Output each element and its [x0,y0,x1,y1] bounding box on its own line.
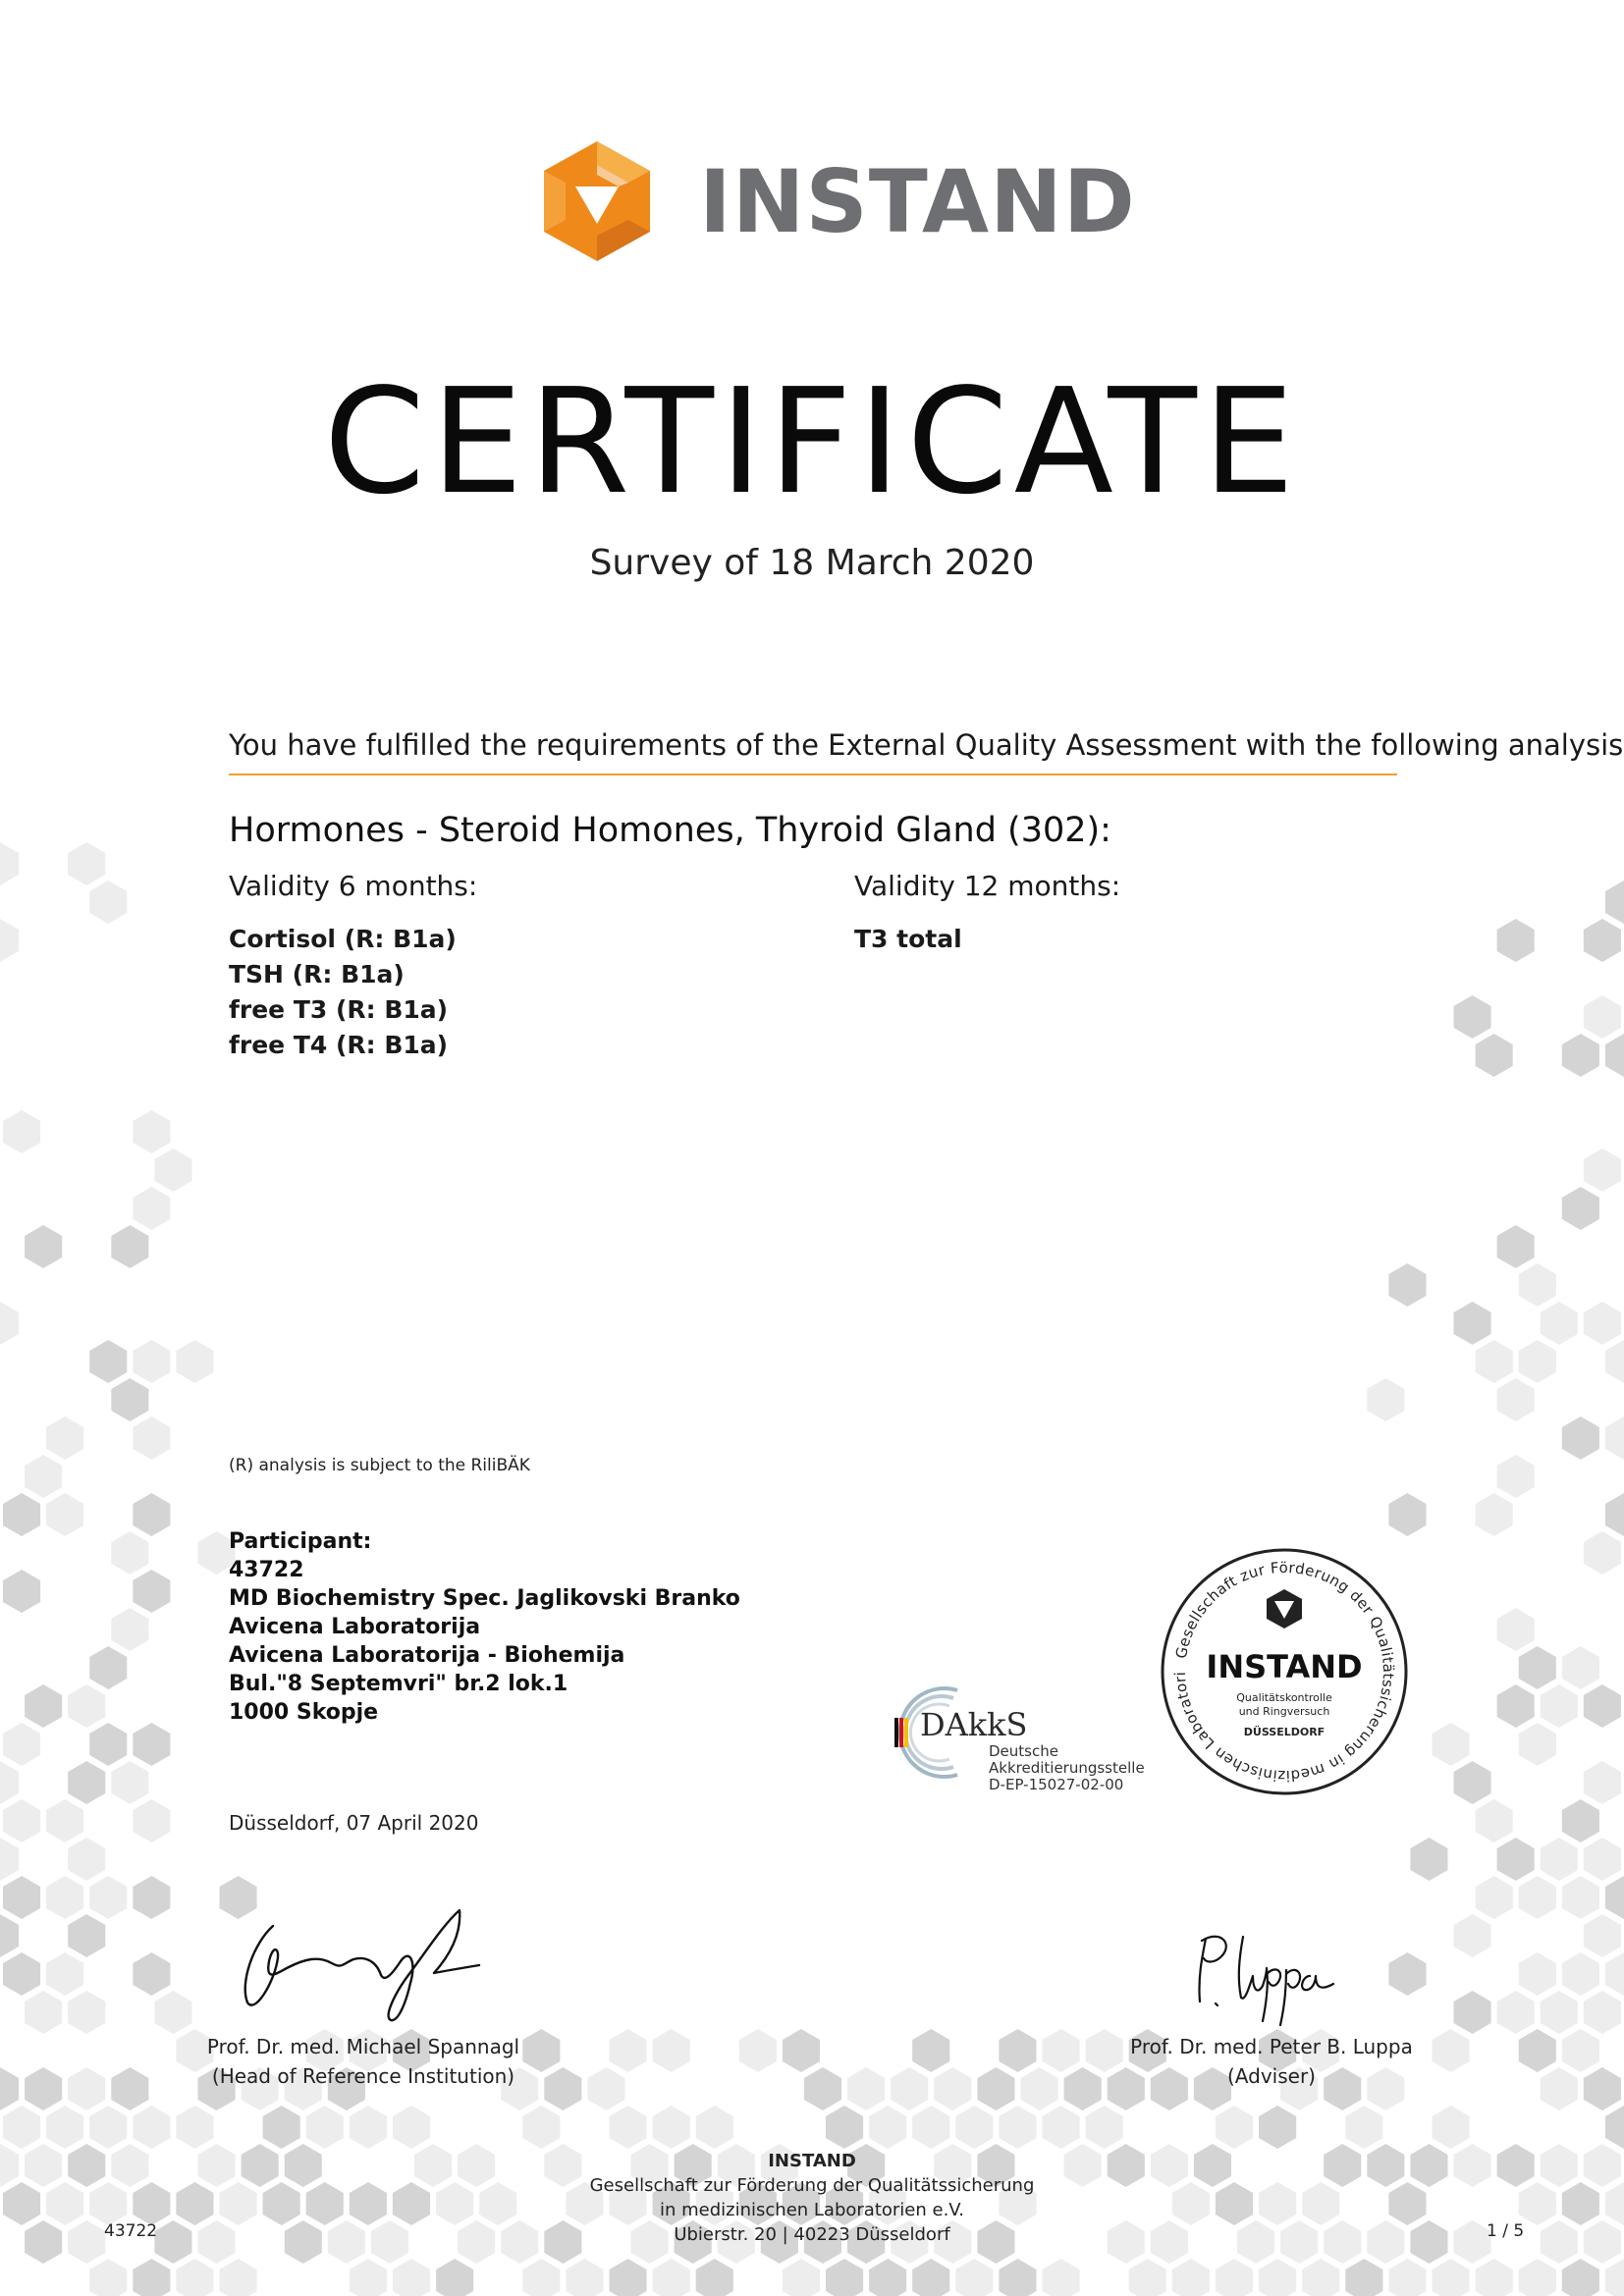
survey-date: Survey of 18 March 2020 [589,543,1035,583]
analyte-item: TSH (R: B1a) [229,960,405,988]
participant-line: MD Biochemistry Spec. Jaglikovski Branko [229,1586,740,1611]
rilibak-note: (R) analysis is subject to the RiliBÄK [229,1456,530,1475]
signer-role: (Adviser) [1227,2064,1316,2088]
participant-line: Avicena Laboratorija - Biohemija [229,1643,625,1668]
participant-block [229,1527,740,1727]
instand-logo [536,137,1136,265]
dakks-line: Akkreditierungsstelle [989,1759,1145,1777]
signature-spannagl [234,1904,489,2032]
analyte-item: Cortisol (R: B1a) [229,925,457,953]
seal-ring-text: Gesellschaft zur Förderung der Qualitätssicherung in medizinischen Laboratori [1170,1558,1398,1786]
footer-line: in medizinischen Laboratorien e.V. [659,2200,965,2220]
signer-name: Prof. Dr. med. Peter B. Luppa [1130,2035,1413,2058]
seal-brand: INSTAND [1206,1648,1363,1685]
orange-divider [229,774,1397,775]
participant-label: Participant: [229,1529,372,1554]
dakks-accreditation-number: D-EP-15027-02-00 [989,1776,1124,1793]
signer-name: Prof. Dr. med. Michael Spannagl [206,2035,520,2058]
analyte-item: free T4 (R: B1a) [229,1031,449,1059]
signer-left [187,2032,540,2091]
place-and-date: Düsseldorf, 07 April 2020 [229,1811,479,1835]
certificate-title: CERTIFICATE [323,357,1301,526]
dakks-subtitle [989,1743,1145,1793]
seal-sub-line: und Ringversuch [1238,1705,1330,1718]
analyte-item: free T3 (R: B1a) [229,995,449,1024]
footer-participant-id: 43722 [104,2221,158,2241]
participant-line: Bul."8 Septemvri" br.2 lok.1 [229,1672,568,1696]
seal-city: DÜSSELDORF [1243,1726,1326,1738]
instand-seal [1159,1546,1410,1797]
seal-graphic [1159,1546,1410,1797]
participant-line: 1000 Skopje [229,1700,379,1725]
footer-line: Gesellschaft zur Förderung der Qualitätssicherung [589,2175,1035,2196]
signature-luppa [1188,1919,1345,2047]
validity-12-label: Validity 12 months: [854,870,1121,902]
footer-org: INSTAND [768,2151,856,2171]
signer-role: (Head of Reference Institution) [211,2064,515,2088]
seal-sub-line: Qualitätskontrolle [1236,1691,1332,1704]
brand-wordmark: INSTAND [699,151,1136,252]
footer-address [517,2149,1107,2247]
validity-6-months-column [229,870,477,1063]
dakks-name: DAkkS [920,1706,1028,1743]
instand-hexagon-mark-icon [536,137,658,265]
footer-line: Ubierstr. 20 | 40223 Düsseldorf [674,2224,950,2245]
dakks-accreditation-mark [889,1669,1144,1796]
analysis-title: Hormones - Steroid Homones, Thyroid Gland (302): [229,811,1111,850]
participant-line: 43722 [229,1558,304,1582]
requirement-statement: You have fulfilled the requirements of the External Quality Assessment with the following analysis [229,728,1624,762]
analyte-item: T3 total [854,925,962,953]
validity-12-months-column [854,870,1120,957]
signer-right [1110,2032,1434,2091]
page-number: 1 / 5 [1487,2221,1525,2241]
dakks-line: Deutsche [989,1742,1058,1760]
participant-line: Avicena Laboratorija [229,1615,481,1639]
validity-6-label: Validity 6 months: [229,870,478,902]
